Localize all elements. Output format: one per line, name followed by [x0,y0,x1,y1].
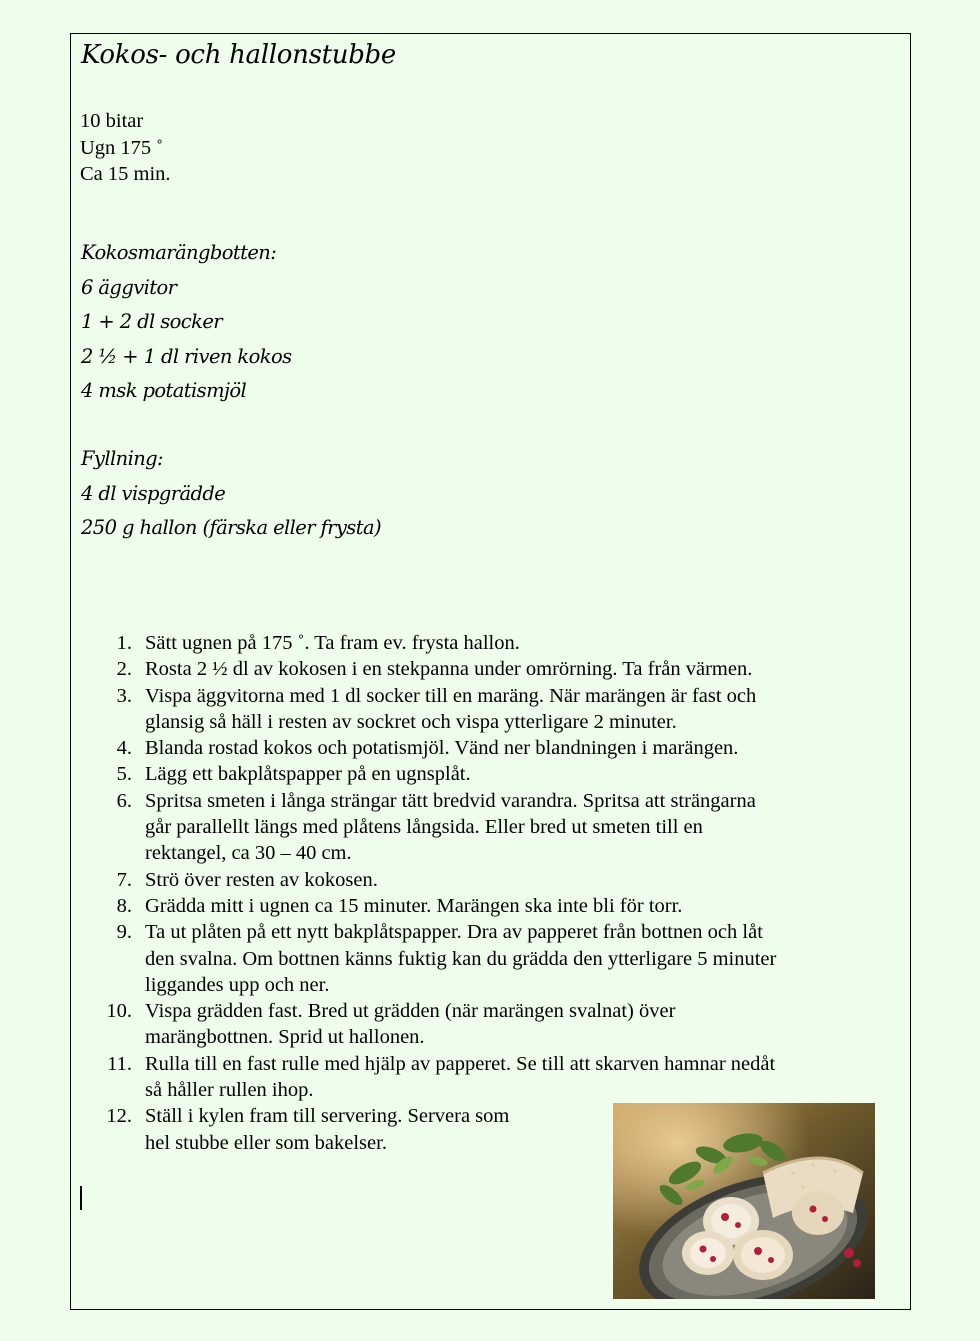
ingredient-item: 1 + 2 dl socker [81,310,223,333]
step-text-line: den svalna. Om bottnen känns fuktig kan du grädda den ytterligare 5 minuter [145,947,777,970]
recipe-title: Kokos- och hallonstubbe [81,40,396,70]
step-text-line: Rulla till en fast rulle med hjälp av papperet. Se till att skarven hamnar nedåt [145,1052,776,1075]
filling-heading: Fyllning: [81,447,164,470]
step-number: 11. [107,1052,132,1075]
text-cursor [80,1186,82,1210]
step-text-line: Ta ut plåten på ett nytt bakplåtspapper. Dra av papperet från bottnen och låt [145,921,763,944]
recipe-meta [80,108,171,188]
ingredient-item: 2 ½ + 1 dl riven kokos [81,344,292,368]
step-text-line: Blanda rostad kokos och potatismjöl. Vänd ner blandningen i marängen. [145,737,739,760]
instruction-step [0,656,905,682]
ingredient-item: 4 dl vispgrädde [81,481,226,505]
instruction-step [0,788,905,867]
step-text-line: Grädda mitt i ugnen ca 15 minuter. Marängen ska inte bli för torr. [145,894,683,917]
step-text-line: Strö över resten av kokosen. [145,868,378,891]
instruction-step [0,867,905,893]
step-text-line: Rosta 2 ½ dl av kokosen i en stekpanna under omrörning. Ta från värmen. [145,658,753,681]
step-number: 7. [116,868,132,891]
step-number: 8. [116,894,132,917]
base-ingredients [81,241,292,414]
instruction-step [0,919,905,998]
instruction-step [0,630,905,656]
step-text-line: Ställ i kylen fram till servering. Servera som [145,1105,510,1128]
instruction-step [0,735,905,761]
step-text-line: glansig så häll i resten av sockret och vispa ytterligare 2 minuter. [145,710,677,733]
step-text-line: Spritsa smeten i långa strängar tätt bredvid varandra. Spritsa att strängarna [145,789,756,812]
step-text-line: går parallellt längs med plåtens långsida. Eller bred ut smeten till en [145,816,703,839]
instruction-step [0,893,905,919]
ingredient-item: 6 äggvitor [81,275,177,299]
coconut-raspberry-roll-image [613,1103,875,1299]
step-number: 12. [106,1105,132,1128]
step-number: 10. [106,1000,132,1023]
instruction-list [0,630,905,1156]
step-number: 9. [116,921,132,944]
base-heading: Kokosmarängbotten: [81,241,277,264]
step-number: 2. [116,658,132,681]
instruction-step [0,1051,905,1104]
step-number: 1. [116,632,132,654]
servings: 10 bitar [80,110,144,132]
step-number: 4. [116,737,132,760]
ingredient-item: 4 msk potatismjöl [81,379,247,402]
step-text-line: hel stubbe eller som bakelser. [145,1131,387,1154]
step-text-line: Vispa äggvitorna med 1 dl socker till en maräng. När marängen är fast och [145,684,757,707]
step-text-line: Sätt ugnen på 175 ˚. Ta fram ev. frysta hallon. [145,632,520,654]
step-number: 5. [116,763,132,786]
step-number: 3. [116,684,132,707]
instruction-step [0,761,905,787]
recipe-photo [613,1103,875,1299]
instruction-step [0,683,905,736]
step-text-line: Lägg ett bakplåtspapper på en ugnsplåt. [145,763,471,786]
bake-time: Ca 15 min. [80,163,171,185]
ingredient-item: 250 g hallon (färska eller frysta) [81,516,381,539]
filling-ingredients [81,447,381,551]
step-text-line: marängbottnen. Sprid ut hallonen. [145,1026,425,1049]
step-text-line: liggandes upp och ner. [145,973,330,996]
step-text-line: rektangel, ca 30 – 40 cm. [145,842,352,865]
step-number: 6. [116,789,132,812]
oven-temperature: Ugn 175 ˚ [80,136,164,159]
step-text-line: Vispa grädden fast. Bred ut grädden (när marängen svalnat) över [145,1000,676,1023]
instruction-step [0,998,905,1051]
step-text-line: så håller rullen ihop. [145,1079,314,1102]
